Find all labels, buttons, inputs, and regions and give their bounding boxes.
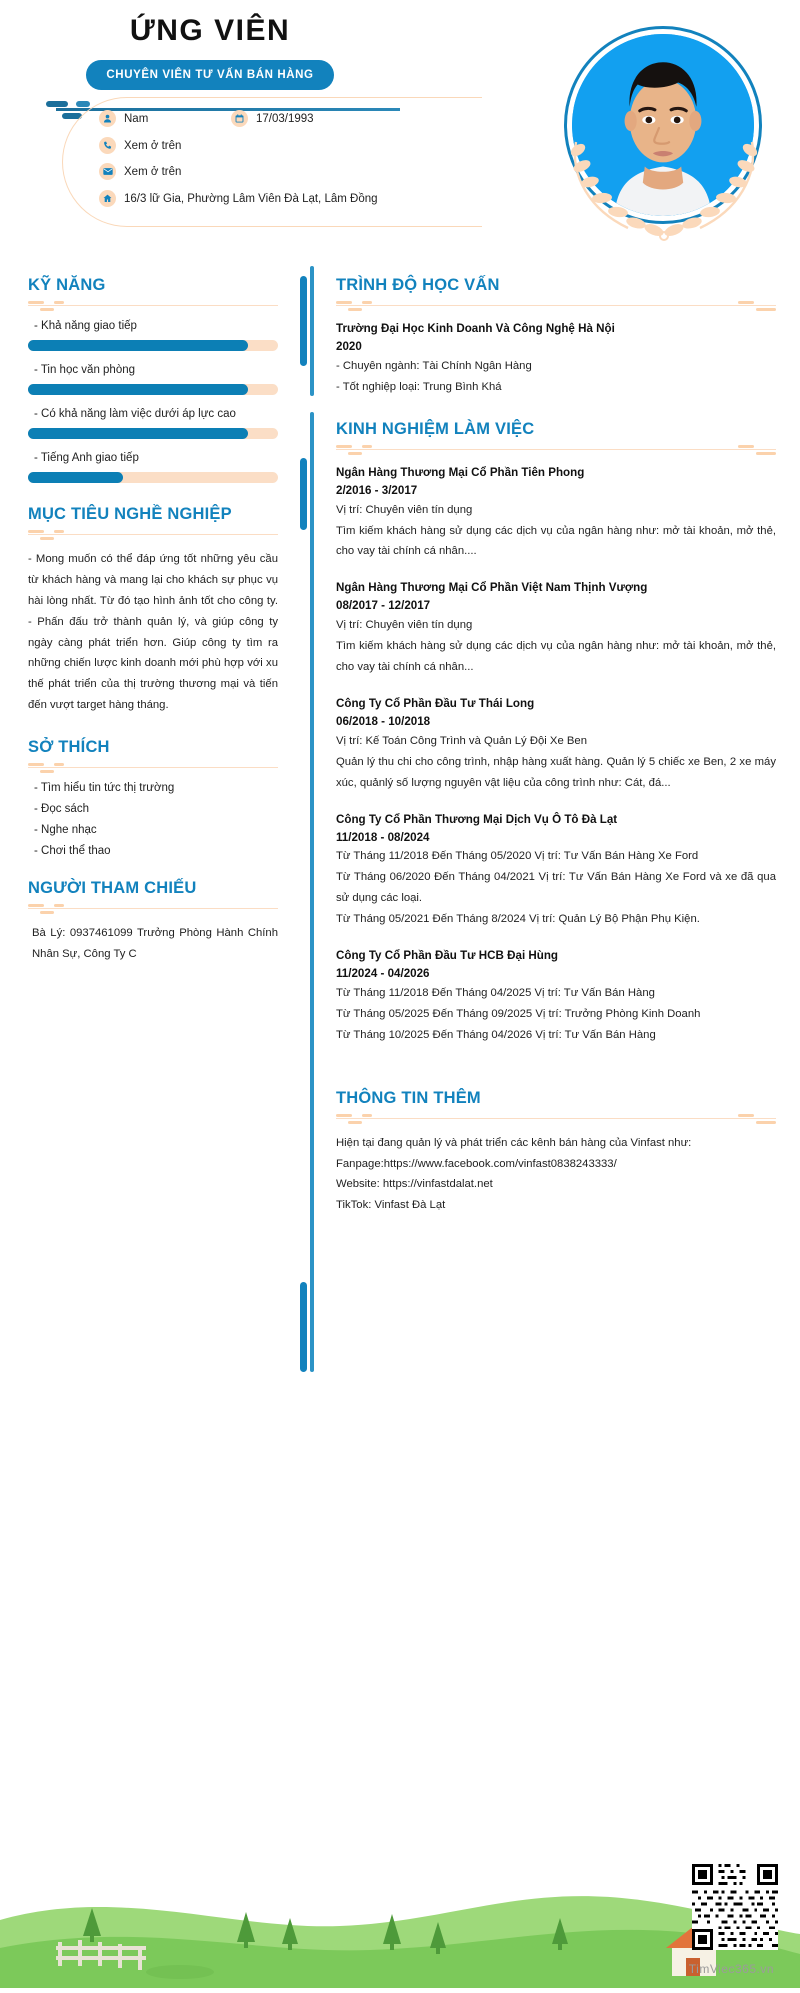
education-school: Trường Đại Học Kinh Doanh Và Công Nghệ Hà Nội xyxy=(336,322,615,335)
contact-info-card xyxy=(62,97,482,227)
skill-progress-track xyxy=(28,428,278,439)
objective-heading: MỤC TIÊU NGHỀ NGHIỆP xyxy=(28,505,232,523)
section-skills xyxy=(28,276,278,483)
qr-code[interactable] xyxy=(692,1864,778,1950)
section-education xyxy=(336,276,776,398)
email-value: Xem ở trên xyxy=(124,166,182,179)
contact-row-email xyxy=(99,163,482,181)
page-title: ỨNG VIÊN xyxy=(129,14,291,47)
experience-list xyxy=(336,464,776,1046)
objective-divider xyxy=(28,528,278,540)
objective-text: - Mong muốn có thể đáp ứng tốt những yêu cầu từ khách hàng và mang lại cho khách sự phục vụ hài lòng nhất. Từ đó tạo hình ảnh tốt cho công ty. - Phấn đấu trở thành quản lý, và giúp công ty ngày càng phát triển hơn. Giúp công ty tìm ra những chiến lược kinh doanh mới phù hợp với xu thế phát triển của thị trường thương mại và tiến đến vượt target hàng tháng. xyxy=(28,553,278,712)
accent-stem-5 xyxy=(300,1282,307,1372)
skill-item xyxy=(28,408,278,439)
gender-value: Nam xyxy=(124,113,149,125)
skill-progress-track xyxy=(28,472,278,483)
additional-divider xyxy=(336,1112,776,1124)
section-additional xyxy=(336,1089,776,1217)
phone-value: Xem ở trên xyxy=(124,139,182,152)
section-experience xyxy=(336,420,776,1046)
job-company: Ngân Hàng Thương Mại Cổ Phần Tiên Phong xyxy=(336,465,585,479)
hobbies-list xyxy=(28,782,278,857)
additional-line: Hiện tại đang quản lý và phát triển các kênh bán hàng của Vinfast như: xyxy=(336,1136,692,1149)
job-description: Quản lý thu chi cho công trình, nhập hàng xuất hàng. Quản lý 5 chiếc xe Ben, 2 xe máy xúc, quảnlý số lượng nguyên vật liệu của công trình như: Cát, đá... xyxy=(336,755,776,789)
job-position: Vị trí: Chuyên viên tín dụng xyxy=(336,503,473,516)
home-icon xyxy=(99,190,116,207)
skill-label: - Tiếng Anh giao tiếp xyxy=(34,452,139,464)
envelope-icon xyxy=(99,163,116,180)
additional-list xyxy=(336,1133,776,1217)
accent-stem-1 xyxy=(300,276,307,366)
skill-progress-fill xyxy=(28,428,248,439)
job-company: Công Ty Cổ Phần Đầu Tư Thái Long xyxy=(336,696,535,710)
job-company: Ngân Hàng Thương Mại Cổ Phần Việt Nam Thịnh Vượng xyxy=(336,581,648,595)
accent-stem-2 xyxy=(310,266,314,396)
job-date: 11/2024 - 04/2026 xyxy=(336,967,430,981)
phone-icon xyxy=(99,137,116,154)
job-date: 06/2018 - 10/2018 xyxy=(336,714,431,728)
footer-landscape-illustration xyxy=(0,1868,800,1988)
skill-progress-fill xyxy=(28,384,248,395)
job-description: Tìm kiếm khách hàng sử dụng các dịch vụ của ngân hàng như: mở tài khoản, mở thẻ, cho vay tài chính cá nhân... xyxy=(336,640,776,674)
references-text: Bà Lý: 0937461099 Trưởng Phòng Hành Chính Nhân Sự, Công Ty C xyxy=(32,927,278,961)
experience-heading: KINH NGHIỆM LÀM VIỆC xyxy=(336,419,535,438)
additional-heading: THÔNG TIN THÊM xyxy=(336,1088,481,1107)
additional-line: Website: https://vinfastdalat.net xyxy=(336,1178,493,1191)
left-column xyxy=(0,262,300,1216)
education-major: - Chuyên ngành: Tài Chính Ngân Hàng xyxy=(336,359,532,372)
role-badge: CHUYÊN VIÊN TƯ VẤN BÁN HÀNG xyxy=(86,60,334,90)
education-heading: TRÌNH ĐỘ HỌC VẤN xyxy=(336,276,500,294)
job-company: Công Ty Cổ Phần Thương Mại Dịch Vụ Ô Tô Đà Lạt xyxy=(336,812,618,826)
avatar xyxy=(550,18,778,246)
hobby-item: - Đọc sách xyxy=(34,803,89,816)
skill-progress-track xyxy=(28,384,278,395)
job-detail-line: Từ Tháng 06/2020 Đến Tháng 04/2021 Vị trí: Tư Vấn Bán Hàng Xe Ford và xe đã qua sử dụng các loại. xyxy=(336,871,776,905)
birthday-value: 17/03/1993 xyxy=(256,113,314,125)
skill-item xyxy=(28,452,278,483)
education-grade: - Tốt nghiệp loại: Trung Bình Khá xyxy=(336,380,502,393)
experience-item xyxy=(336,947,776,1046)
section-references xyxy=(28,879,278,965)
job-position: Vị trí: Chuyên viên tín dụng xyxy=(336,619,473,632)
skill-progress-fill xyxy=(28,340,248,351)
address-value: 16/3 lữ Gia, Phường Lâm Viên Đà Lạt, Lâm Đồng xyxy=(124,193,378,206)
job-date: 11/2018 - 08/2024 xyxy=(336,830,430,844)
watermark: TimViec365.vn xyxy=(688,1962,774,1976)
references-heading: NGƯỜI THAM CHIẾU xyxy=(28,879,197,898)
additional-line: Fanpage:https://www.facebook.com/vinfast0838243333/ xyxy=(336,1157,617,1170)
right-column xyxy=(300,262,800,1216)
cv-body xyxy=(0,262,800,1216)
skill-item xyxy=(28,320,278,351)
hobbies-heading: SỞ THÍCH xyxy=(28,738,110,757)
skill-progress-track xyxy=(28,340,278,351)
skills-divider xyxy=(28,299,278,311)
section-hobbies xyxy=(28,738,278,857)
skill-label: - Tin học văn phòng xyxy=(34,364,136,376)
skill-item xyxy=(28,364,278,395)
hobby-item: - Nghe nhạc xyxy=(34,824,97,837)
contact-row-phone xyxy=(99,137,482,155)
additional-line: TikTok: Vinfast Đà Lạt xyxy=(336,1199,446,1212)
cv-footer xyxy=(0,1868,800,1988)
contact-row-address xyxy=(99,190,482,208)
skills-list xyxy=(28,320,278,483)
user-icon xyxy=(99,110,116,127)
job-detail-line: Từ Tháng 05/2025 Đến Tháng 09/2025 Vị trí: Trưởng Phòng Kinh Doanh xyxy=(336,1007,701,1020)
skill-label: - Có khả năng làm việc dưới áp lực cao xyxy=(34,408,236,420)
education-divider xyxy=(336,299,776,311)
calendar-icon xyxy=(231,110,248,127)
skill-label: - Khả năng giao tiếp xyxy=(34,320,137,332)
experience-item xyxy=(336,811,776,931)
experience-item xyxy=(336,579,776,678)
job-detail-line: Từ Tháng 11/2018 Đến Tháng 05/2020 Vị trí: Tư Vấn Bán Hàng Xe Ford xyxy=(336,850,699,863)
hobby-item: - Tìm hiểu tin tức thị trường xyxy=(34,782,175,795)
laurel-wreath-icon xyxy=(554,136,774,244)
hobby-item: - Chơi thể thao xyxy=(34,845,111,858)
job-date: 2/2016 - 3/2017 xyxy=(336,483,418,497)
accent-stem-3 xyxy=(300,458,307,530)
education-year: 2020 xyxy=(336,339,362,353)
skill-progress-fill xyxy=(28,472,123,483)
cv-header xyxy=(0,0,800,262)
hobbies-divider xyxy=(28,761,278,773)
job-company: Công Ty Cổ Phần Đầu Tư HCB Đại Hùng xyxy=(336,949,559,963)
experience-item xyxy=(336,464,776,563)
skills-heading: KỸ NĂNG xyxy=(28,276,106,294)
job-position: Vị trí: Kế Toán Công Trình và Quản Lý Đội Xe Ben xyxy=(336,734,587,747)
experience-divider xyxy=(336,443,776,455)
experience-item xyxy=(336,695,776,794)
job-detail-line: Từ Tháng 05/2021 Đến Tháng 8/2024 Vị trí: Quản Lý Bộ Phận Phụ Kiện. xyxy=(336,913,700,926)
job-detail-line: Từ Tháng 11/2018 Đến Tháng 04/2025 Vị trí: Tư Vấn Bán Hàng xyxy=(336,986,655,999)
job-description: Tìm kiếm khách hàng sử dụng các dịch vụ của ngân hàng như: mở tài khoản, mở thẻ, cho vay tài chính cá nhân.... xyxy=(336,524,776,558)
contact-row-personal xyxy=(99,110,482,128)
section-objective xyxy=(28,505,278,716)
job-date: 08/2017 - 12/2017 xyxy=(336,599,431,613)
references-divider xyxy=(28,902,278,914)
accent-stem-4 xyxy=(310,412,314,1372)
job-detail-line: Từ Tháng 10/2025 Đến Tháng 04/2026 Vị trí: Tư Vấn Bán Hàng xyxy=(336,1028,656,1041)
